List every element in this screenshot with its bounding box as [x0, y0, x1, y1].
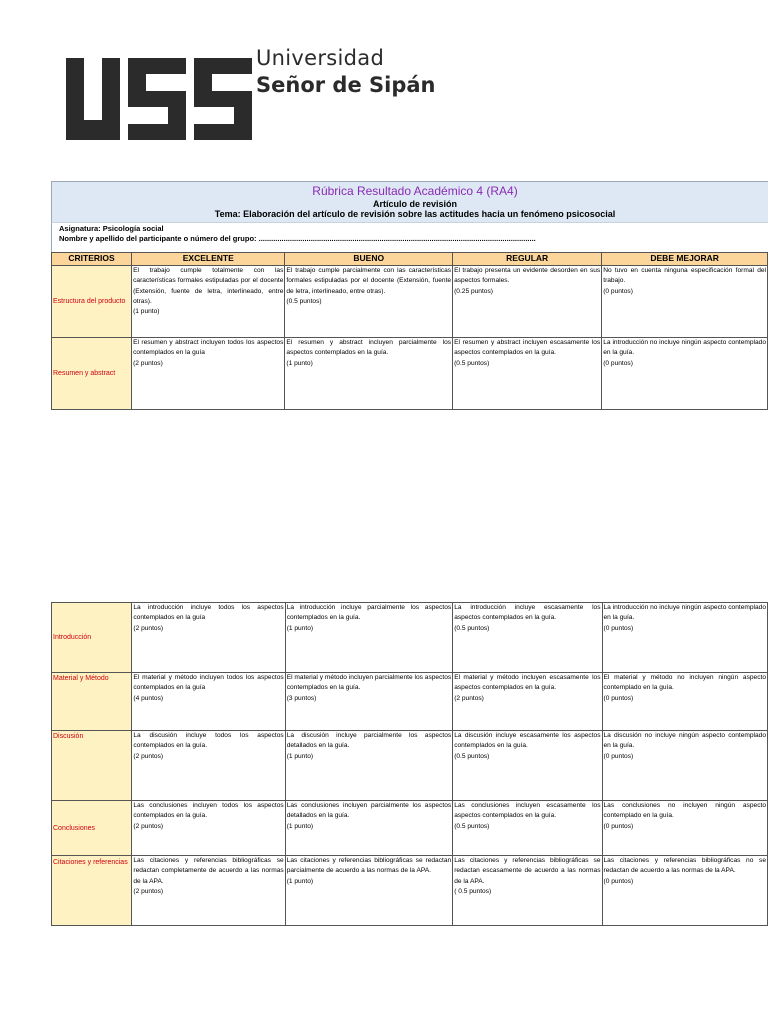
cell-text: La introducción no incluye ningún aspecto contemplado en la guía.	[603, 604, 766, 622]
cell-text: El material y método no incluyen ningún aspecto contemplado en la guía.	[603, 674, 766, 692]
cell-points: (0.5 puntos)	[454, 624, 490, 632]
cell-points: (2 puntos)	[133, 359, 163, 367]
cell-excelente	[132, 603, 285, 673]
cell-text: El resumen y abstract incluyen escasamente los aspectos contemplados en la guía.	[454, 339, 601, 357]
cell-regular	[453, 603, 602, 673]
cell-text: La discusión no incluye ningún aspecto contemplado en la guía.	[603, 732, 766, 750]
criterio-citaciones: Citaciones y referencias	[52, 856, 132, 926]
cell-points: (0.5 puntos)	[454, 822, 490, 830]
cell-bueno	[285, 801, 453, 856]
cell-text: Las citaciones y referencias bibliográficas no se redactan de acuerdo a las normas de la APA.	[603, 857, 766, 875]
university-line2: Señor de Sipán	[256, 73, 436, 97]
uss-logo-mark	[64, 58, 254, 142]
cell-points: (2 puntos)	[454, 694, 484, 702]
cell-bueno	[285, 603, 453, 673]
cell-points: (4 puntos)	[133, 694, 164, 702]
table-row	[52, 856, 768, 926]
cell-regular	[453, 266, 602, 338]
cell-text: La introducción incluye parcialmente los aspectos contemplados en la guía.	[286, 604, 452, 622]
rubric-tema: Tema: Elaboración del artículo de revisión sobre las actitudes hacia un fenómeno psicosocial	[214, 209, 616, 219]
cell-regular	[453, 856, 602, 926]
cell-text: El resumen y abstract incluyen todos los aspectos contemplados en la guía	[133, 339, 284, 357]
cell-points: (2 puntos)	[133, 887, 164, 895]
university-line1: Universidad	[256, 46, 385, 70]
table-row	[52, 603, 768, 673]
cell-regular	[453, 673, 602, 731]
table-row	[52, 801, 768, 856]
cell-points: (0 puntos)	[603, 752, 634, 760]
cell-debe-mejorar	[602, 266, 768, 338]
cell-debe-mejorar	[602, 673, 768, 731]
criterio-material-metodo: Material y Método	[52, 673, 132, 731]
cell-regular	[453, 801, 602, 856]
col-debe-mejorar: DEBE MEJORAR	[602, 253, 768, 266]
table-row	[52, 266, 768, 338]
cell-points: (1 punto)	[286, 752, 314, 760]
col-criterios: CRITERIOS	[52, 253, 132, 266]
cell-excelente	[132, 856, 285, 926]
cell-points: (1 punto)	[286, 624, 314, 632]
cell-points: (2 puntos)	[133, 822, 164, 830]
cell-points: (0.25 puntos)	[454, 287, 493, 295]
cell-regular	[453, 731, 602, 801]
cell-text: La discusión incluye todos los aspectos contemplados en la guía.	[133, 732, 284, 750]
criterio-conclusiones: Conclusiones	[52, 801, 132, 856]
cell-text: Las conclusiones incluyen parcialmente los aspectos detallados en la guía.	[286, 802, 452, 820]
participant-name-line: Nombre y apellido del participante o número del grupo: .....................................................................................................................................	[59, 234, 536, 243]
cell-points: (0 puntos)	[603, 822, 634, 830]
cell-text: La discusión incluye escasamente los aspectos contemplados en la guía.	[454, 732, 601, 750]
cell-debe-mejorar	[602, 731, 768, 801]
rubric-subtitle: Artículo de revisión	[372, 199, 458, 209]
cell-points: (1 punto)	[286, 359, 313, 367]
cell-points: (0 puntos)	[603, 694, 634, 702]
cell-points: (0 puntos)	[603, 877, 634, 885]
cell-bueno	[285, 856, 453, 926]
cell-bueno	[285, 266, 453, 338]
cell-text: El trabajo cumple totalmente con las características formales estipuladas por el docente (Extensión, fuente de letra, interlineado, entre otras).	[133, 267, 284, 305]
cell-points: (1 punto)	[286, 822, 314, 830]
uss-logo	[64, 46, 484, 142]
cell-text: No tuvo en cuenta ninguna especificación formal del trabajo.	[603, 267, 766, 285]
cell-debe-mejorar	[602, 338, 768, 410]
criterio-estructura: Estructura del producto	[52, 266, 132, 338]
table-row	[52, 673, 768, 731]
cell-debe-mejorar	[602, 603, 768, 673]
rubric-title: Rúbrica Resultado Académico 4 (RA4)	[312, 184, 518, 198]
cell-text: La introducción no incluye ningún aspecto contemplado en la guía.	[603, 339, 766, 357]
cell-points: (1 punto)	[286, 877, 314, 885]
cell-points: (0.5 puntos)	[454, 359, 490, 367]
cell-points: (2 puntos)	[133, 752, 164, 760]
cell-excelente	[132, 801, 285, 856]
col-excelente: EXCELENTE	[132, 253, 285, 266]
cell-points: (0.5 puntos)	[454, 752, 490, 760]
cell-debe-mejorar	[602, 801, 768, 856]
rubric-table-top	[51, 252, 768, 410]
university-name	[256, 48, 435, 96]
cell-points: (2 puntos)	[133, 624, 164, 632]
cell-points: (0 puntos)	[603, 624, 634, 632]
cell-points: (0 puntos)	[603, 287, 633, 295]
cell-text: Las citaciones y referencias bibliográficas se redactan parcialmente de acuerdo a las normas de la APA.	[286, 857, 452, 875]
col-bueno: BUENO	[285, 253, 453, 266]
cell-text: El trabajo cumple parcialmente con las características formales estipuladas por el docente (Extensión, fuente de letra, interlineado, entre otras).	[286, 267, 452, 295]
cell-debe-mejorar	[602, 856, 768, 926]
cell-points: (0.5 puntos)	[286, 297, 322, 305]
cell-excelente	[132, 731, 285, 801]
criterio-resumen: Resumen y abstract	[52, 338, 132, 410]
criterio-discusion: Discusión	[52, 731, 132, 801]
cell-regular	[453, 338, 602, 410]
cell-text: La discusión incluye parcialmente los aspectos detallados en la guía.	[286, 732, 452, 750]
cell-points: (3 puntos)	[286, 694, 317, 702]
cell-bueno	[285, 338, 453, 410]
table-row	[52, 338, 768, 410]
cell-text: El material y método incluyen todos los aspectos contemplados en la guía	[133, 674, 284, 692]
cell-points: (1 punto)	[133, 308, 160, 316]
cell-text: El resumen y abstract incluyen parcialmente los aspectos contemplados en la guía.	[286, 339, 452, 357]
rubric-header	[51, 181, 768, 223]
cell-text: Las conclusiones incluyen todos los aspectos contemplados en la guía.	[133, 802, 284, 820]
cell-text: Las conclusiones incluyen escasamente los aspectos contemplados en la guía.	[454, 802, 601, 820]
col-regular: REGULAR	[453, 253, 602, 266]
cell-bueno	[285, 731, 453, 801]
cell-excelente	[132, 266, 285, 338]
cell-text: El material y método incluyen parcialmente los aspectos contemplados en la guía.	[286, 674, 452, 692]
cell-bueno	[285, 673, 453, 731]
cell-text: La introducción incluye escasamente los aspectos contemplados en la guía.	[454, 604, 601, 622]
cell-text: El material y método incluyen escasamente los aspectos contemplados en la guía.	[454, 674, 601, 692]
rubric-table-bottom	[51, 602, 768, 926]
cell-excelente	[132, 673, 285, 731]
criterio-introduccion: Introducción	[52, 603, 132, 673]
cell-excelente	[132, 338, 285, 410]
cell-text: Las citaciones y referencias bibliográficas se redactan escasamente de acuerdo a las normas de la APA.	[454, 857, 601, 885]
cell-text: El trabajo presenta un evidente desorden en sus aspectos formales.	[454, 267, 601, 285]
cell-text: La introducción incluye todos los aspectos contemplados en la guía	[133, 604, 284, 622]
asignatura-label: Asignatura: Psicología social	[59, 224, 164, 233]
table-row	[52, 731, 768, 801]
rubric-header-row	[52, 253, 768, 266]
cell-text: Las citaciones y referencias bibliográficas se redactan completamente de acuerdo a las normas de la APA.	[133, 857, 284, 885]
rubric-info	[51, 222, 768, 253]
cell-points: (0 puntos)	[603, 359, 633, 367]
cell-points: ( 0.5 puntos)	[454, 887, 492, 895]
cell-text: Las conclusiones no incluyen ningún aspecto contemplado en la guía.	[603, 802, 766, 820]
